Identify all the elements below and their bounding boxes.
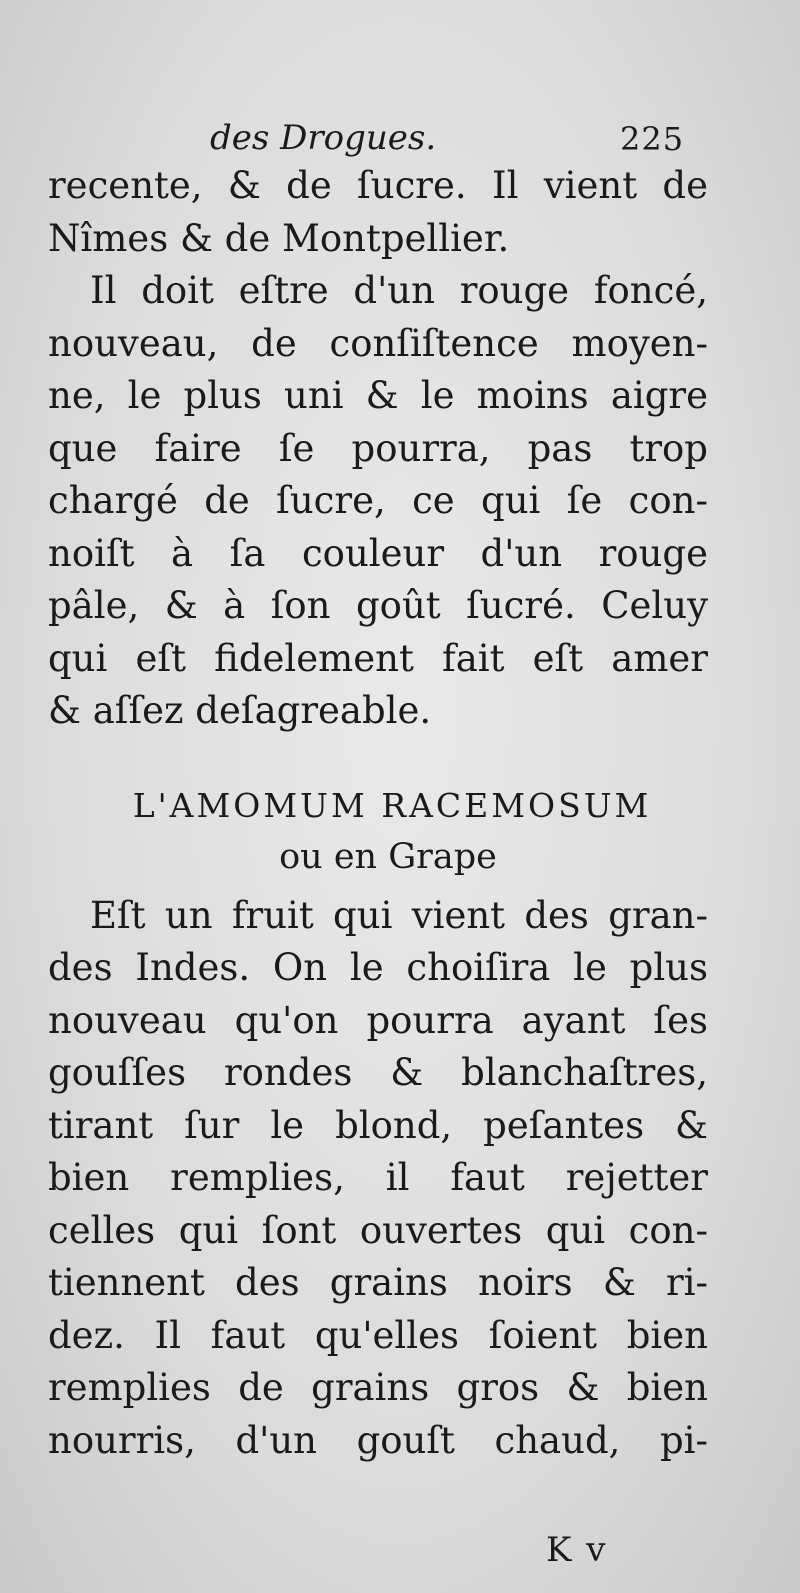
text-line: remplies de grains gros & bien (48, 1366, 708, 1409)
text-line: ne, le plus uni & le moins aigre (48, 374, 708, 417)
text-line: nouveau, de conſiſtence moyen- (48, 321, 708, 365)
page-number: 225 (620, 120, 685, 158)
text-line: que faire ſe pourra, pas trop (48, 426, 708, 470)
text-line: & aſſez deſagreable. (48, 689, 432, 732)
text-line: tiennent des grains noirs & ri- (48, 1261, 708, 1304)
signature-mark: K v (546, 1530, 608, 1570)
text-line: pâle, & à ſon goût ſucré. Celuy (48, 584, 708, 627)
text-line: celles qui ſont ouvertes qui con- (48, 1208, 708, 1252)
section-heading: L'AMOMUM RACEMOSUM (132, 785, 652, 825)
text-line: recente, & de ſucre. Il vient de (48, 164, 708, 207)
paragraph (48, 265, 708, 738)
text-line: des Indes. On le choiſira le plus (48, 946, 708, 989)
running-head: des Drogues. (210, 118, 437, 158)
section-subheading: ou en Grape (279, 836, 497, 877)
text-line: dez. Il faut qu'elles ſoient bien (48, 1313, 708, 1357)
text-line: gouſſes rondes & blanchaſtres, (48, 1051, 708, 1094)
text-line: tirant ſur le blond, peſantes & (48, 1103, 708, 1147)
paragraph (48, 890, 708, 1468)
body-text (48, 160, 708, 1467)
text-line: qui eſt fidelement fait eſt amer (48, 636, 708, 680)
text-line: nouveau qu'on pourra ayant ſes (48, 998, 708, 1042)
text-line: chargé de ſucre, ce qui ſe con- (48, 479, 708, 522)
text-line: Eſt un fruit qui vient des gran- (90, 893, 708, 937)
text-line: nourris, d'un gouſt chaud, pi- (48, 1418, 708, 1462)
text-line: noiſt à ſa couleur d'un rouge (48, 531, 708, 575)
text-line: Nîmes & de Montpellier. (48, 216, 510, 260)
text-line: bien remplies, il faut rejetter (48, 1156, 708, 1199)
text-line: Il doit eſtre d'un rouge foncé, (90, 269, 708, 312)
paragraph (48, 160, 708, 265)
